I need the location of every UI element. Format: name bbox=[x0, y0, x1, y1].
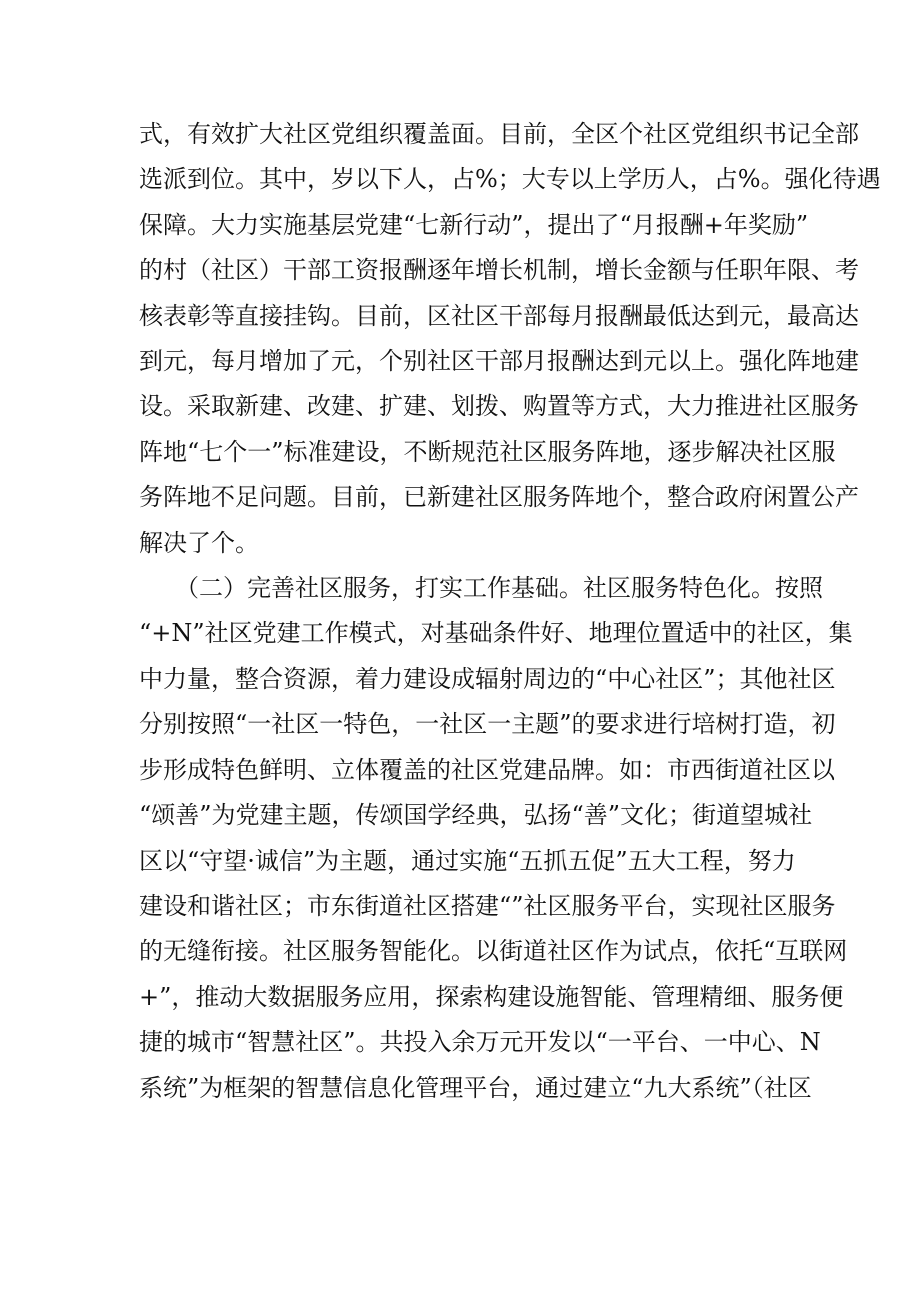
text-line: 解决了个。 bbox=[139, 528, 259, 557]
text-line: “颂善”为党建主题，传颂国学经典，弘扬“善”文化；街道望城社 bbox=[139, 801, 813, 830]
body-text bbox=[139, 112, 881, 1111]
text-line: 区以“守望·诚信”为主题，通过实施“五抓五促”五大工程，努力 bbox=[139, 846, 796, 875]
text-line: 的无缝衔接。社区服务智能化。以街道社区作为试点，依托“互联网 bbox=[139, 937, 848, 966]
text-line: 建设和谐社区；市东街道社区搭建“”社区服务平台，实现社区服务 bbox=[139, 891, 836, 920]
text-line: 设。采取新建、改建、扩建、划拨、购置等方式，大力推进社区服务 bbox=[139, 392, 859, 421]
text-line: 到元，每月增加了元，个别社区干部月报酬达到元以上。强化阵地建 bbox=[139, 347, 859, 376]
text-line: “+N”社区党建工作模式，对基础条件好、地理位置适中的社区，集 bbox=[139, 619, 853, 648]
text-line: （二）完善社区服务，打实工作基础。社区服务特色化。按照 bbox=[139, 574, 823, 603]
paragraph-1 bbox=[139, 112, 881, 566]
text-line: 步形成特色鲜明、立体覆盖的社区党建品牌。如：市西街道社区以 bbox=[139, 755, 835, 784]
text-line: +”，推动大数据服务应用，探索构建设施智能、管理精细、服务便 bbox=[139, 982, 844, 1011]
text-line: 的村（社区）干部工资报酬逐年增长机制，增长金额与任职年限、考 bbox=[139, 256, 859, 285]
text-line: 选派到位。其中，岁以下人，占%；大专以上学历人，占%。强化待遇 bbox=[139, 165, 881, 194]
text-line: 系统”为框架的智慧信息化管理平台，通过建立“九大系统”（社区 bbox=[139, 1073, 812, 1102]
text-line: 保障。大力实施基层党建“七新行动”，提出了“月报酬+年奖励” bbox=[139, 210, 809, 239]
text-line: 式，有效扩大社区党组织覆盖面。目前，全区个社区党组织书记全部 bbox=[139, 120, 859, 148]
text-line: 中力量，整合资源，着力建设成辐射周边的“中心社区”；其他社区 bbox=[139, 664, 836, 693]
text-line: 务阵地不足问题。目前，已新建社区服务阵地个，整合政府闲置公产 bbox=[139, 483, 859, 512]
paragraph-2 bbox=[139, 566, 853, 1111]
text-line: 阵地“七个一”标准建设，不断规范社区服务阵地，逐步解决社区服 bbox=[139, 437, 836, 466]
text-line: 核表彰等直接挂钩。目前，区社区干部每月报酬最低达到元，最高达 bbox=[139, 301, 859, 330]
text-line: 捷的城市“智慧社区”。共投入余万元开发以“一平台、一中心、N bbox=[139, 1028, 821, 1057]
text-line: 分别按照“一社区一特色，一社区一主题”的要求进行培树打造，初 bbox=[139, 710, 836, 739]
